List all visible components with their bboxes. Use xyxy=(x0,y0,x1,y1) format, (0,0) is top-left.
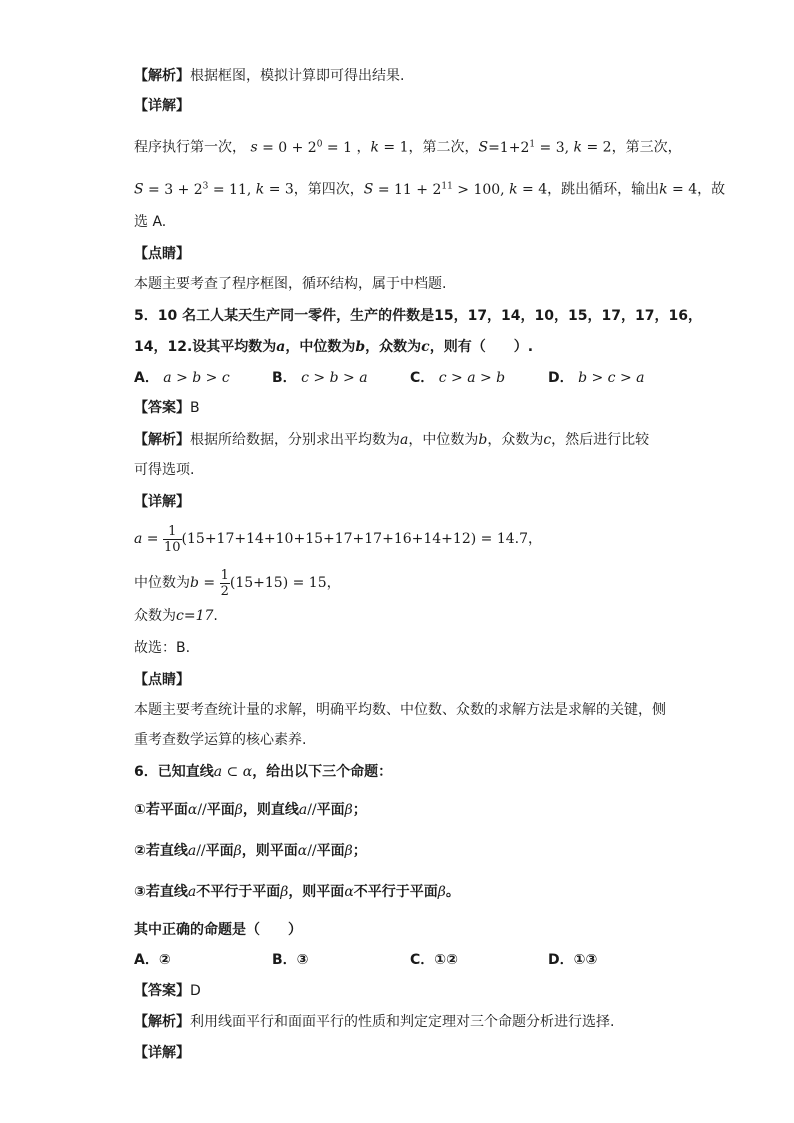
q6-detail-label: 【详解】 xyxy=(134,1045,190,1061)
execution-line-3: 选 A. xyxy=(134,214,167,230)
detail-label: 【详解】 xyxy=(134,98,190,114)
q5-choose: 故选：B. xyxy=(134,640,191,656)
answer-label: 【答案】 xyxy=(134,400,190,416)
math-expr: s xyxy=(250,139,258,156)
q6-question: 其中正确的命题是（ ） xyxy=(134,922,302,938)
q6-prop-2: ②若直线a//平面β，则平面α//平面β； xyxy=(134,843,367,859)
q5-comment-line-1: 本题主要考查统计量的求解，明确平均数、中位数、众数的求解方法是求解的关键，侧 xyxy=(134,702,666,718)
comment-label: 【点睛】 xyxy=(134,246,190,262)
q5-analysis-line-2: 可得选项. xyxy=(134,462,195,478)
q5-option-c: C． c > a > b xyxy=(410,370,506,386)
q6-analysis-line: 【解析】利用线面平行和面面平行的性质和判定定理对三个命题分析进行选择. xyxy=(134,1014,615,1030)
comment-text: 本题主要考查了程序框图，循环结构，属于中档题. xyxy=(134,276,447,292)
q5-analysis-line-1: 【解析】根据所给数据，分别求出平均数为a，中位数为b，众数为c，然后进行比较 xyxy=(134,432,650,448)
q6-option-c: C．①② xyxy=(410,952,458,968)
q6-prop-3: ③若直线a不平行于平面β，则平面α不平行于平面β。 xyxy=(134,884,460,900)
q5-option-d: D． b > c > a xyxy=(548,370,645,386)
q5-option-b: B． c > b > a xyxy=(272,370,368,386)
q6-option-b: B．③ xyxy=(272,952,309,968)
q5-detail-label: 【详解】 xyxy=(134,494,190,510)
execution-line-2: $S = 3 + 2^3 = 11$, k = 3，第四次，$S = 11 + 2^{11} > 100$, k = 4，跳出循环，输出k = 4，故 xyxy=(134,181,726,198)
q5-answer-line xyxy=(134,398,200,418)
q5-comment-label: 【点睛】 xyxy=(134,672,190,688)
q5-mean-formula: a = $\frac{1}{10}$ (15+17+14+10+15+17+17+16+14+12) = 14.7， xyxy=(134,523,542,555)
q5-comment-line-2: 重考查数学运算的核心素养. xyxy=(134,732,307,748)
q6-option-d: D．①③ xyxy=(548,952,598,968)
q6-prop-1: ①若平面α//平面β，则直线a//平面β； xyxy=(134,802,367,818)
q5-stem-line-1: 5．10 名工人某天生产同一零件，生产的件数是15，17，14，10，15，17，17，16， xyxy=(134,308,702,324)
analysis-label: 【解析】 xyxy=(134,68,190,84)
q6-answer-line: 【答案】D xyxy=(134,983,201,999)
q5-mode-line: 众数为c=17. xyxy=(134,608,218,624)
q5-stem-line-2: 14，12.设其平均数为a，中位数为b，众数为c，则有（ ）. xyxy=(134,339,534,355)
q5-median-formula: 中位数为b = $\frac{1}{2}$ (15+15) = 15， xyxy=(134,567,341,599)
analysis-line xyxy=(134,66,404,86)
q5-option-a: A． a > b > c xyxy=(134,370,230,386)
execution-line-1: 程序执行第一次， $s = 0 + 2^0 = 1$ ，k = 1，第二次，$S=1+2^1 = 3$, k = 2，第三次， xyxy=(134,139,682,156)
answer-value: B xyxy=(190,400,200,416)
analysis-text: 根据框图，模拟计算即可得出结果. xyxy=(190,68,405,84)
q6-stem: 6．已知直线a ⊂ α，给出以下三个命题： xyxy=(134,764,393,780)
q6-option-a: A．② xyxy=(134,952,171,968)
